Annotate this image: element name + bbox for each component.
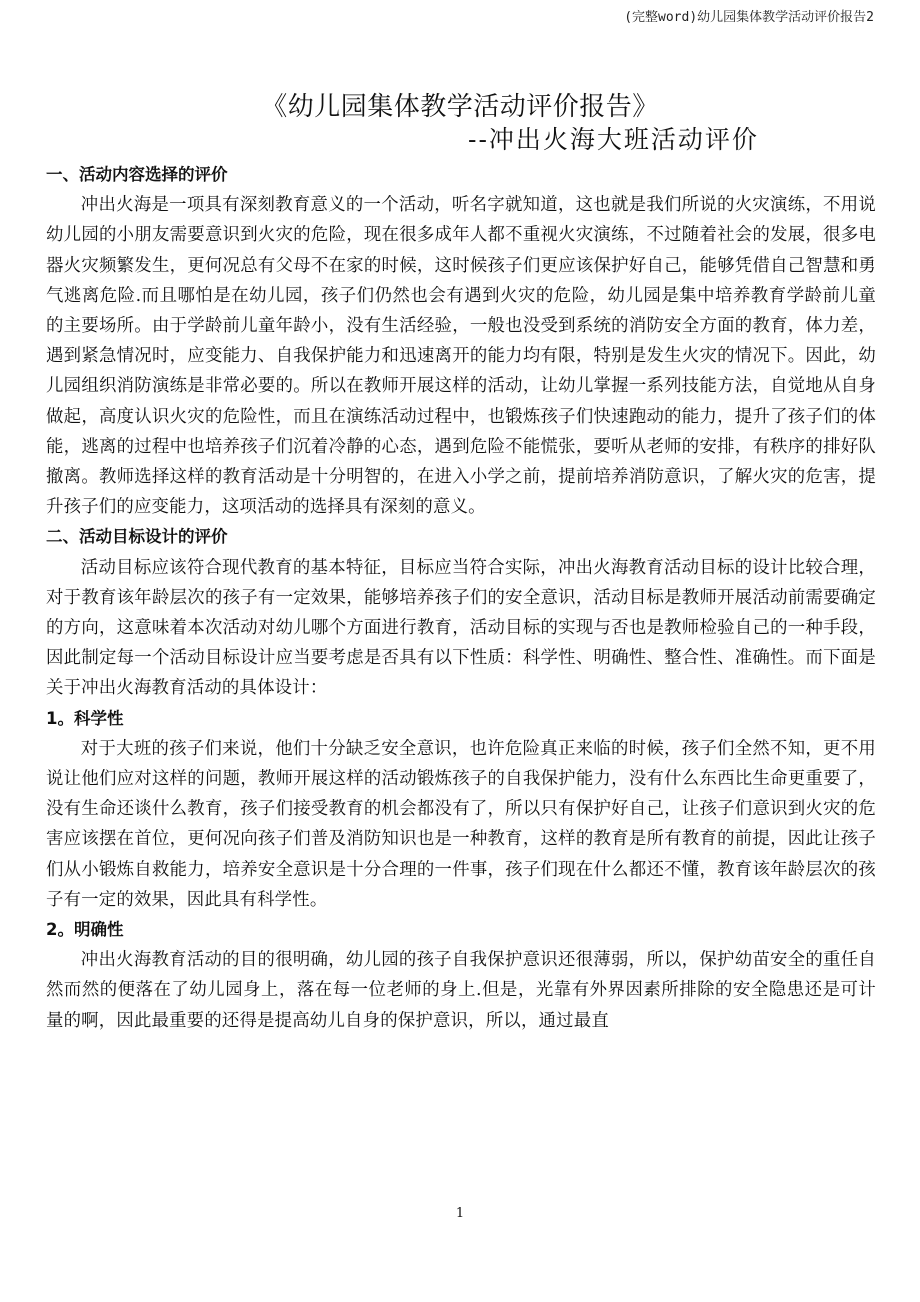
section-paragraph-scientific: 对于大班的孩子们来说，他们十分缺乏安全意识，也许危险真正来临的时候，孩子们全然不知，更不用说让他们应对这样的问题，教师开展这样的活动锻炼孩子的自我保护能力，没有什么东西比生命更重要了，没有生命还谈什么教育，孩子们接受教育的机会都没有了，所以只有保护好自己，让孩子们意识到火灾的危害应该摆在首位，更何况向孩子们普及消防知识也是一种教育，这样的教育是所有教育的前提，因此让孩子们从小锻炼自救能力，培养安全意识是十分合理的一件事，孩子们现在什么都还不懂，教育该年龄层次的孩子有一定的效果，因此具有科学性。 <box>46 738 876 910</box>
document-title: 《幼儿园集体教学活动评价报告》 <box>261 92 659 122</box>
document-subtitle: --冲出火海大班活动评价 <box>468 125 759 154</box>
page-number: 1 <box>455 1206 465 1221</box>
running-header: (完整word)幼儿园集体教学活动评价报告2 <box>624 10 874 25</box>
section-paragraph-clarity: 冲出火海教育活动的目的很明确，幼儿园的孩子自我保护意识还很薄弱，所以，保护幼苗安全的重任自然而然的便落在了幼儿园身上，落在每一位老师的身上.但是，光靠有外界因素所排除的安全隐患还是可计量的啊，因此最重要的还得是提高幼儿自身的保护意识，所以，通过最直 <box>46 950 876 1031</box>
section-heading-clarity: 2。明确性 <box>46 920 124 940</box>
section-paragraph-goal-design: 活动目标应该符合现代教育的基本特征，目标应当符合实际，冲出火海教育活动目标的设计比较合理，对于教育该年龄层次的孩子有一定效果，能够培养孩子们的安全意识，活动目标是教师开展活动前需要确定的方向，这意味着本次活动对幼儿哪个方面进行教育，活动目标的实现与否也是教师检验自己的一种手段，因此制定每一个活动目标设计应当要考虑是否具有以下性质：科学性、明确性、整合性、准确性。而下面是关于冲出火海教育活动的具体设计： <box>46 557 876 699</box>
section-heading-goal-design: 二、活动目标设计的评价 <box>46 527 228 547</box>
document-body <box>46 160 876 1036</box>
section-heading-scientific: 1。科学性 <box>46 708 124 728</box>
section-paragraph-content-selection: 冲出火海是一项具有深刻教育意义的一个活动，听名字就知道，这也就是我们所说的火灾演练，不用说幼儿园的小朋友需要意识到火灾的危险，现在很多成年人都不重视火灾演练，不过随着社会的发展，很多电器火灾频繁发生，更何况总有父母不在家的时候，这时候孩子们更应该保护好自己，能够凭借自己智慧和勇气逃离危险.而且哪怕是在幼儿园，孩子们仍然也会有遇到火灾的危险，幼儿园是集中培养教育学龄前儿童的主要场所。由于学龄前儿童年龄小，没有生活经验，一般也没受到系统的消防安全方面的教育，体力差，遇到紧急情况时，应变能力、自我保护能力和迅速离开的能力均有限，特别是发生火灾的情况下。因此，幼儿园组织消防演练是非常必要的。所以在教师开展这样的活动，让幼儿掌握一系列技能方法，自觉地从自身做起，高度认识火灾的危险性，而且在演练活动过程中，也锻炼孩子们快速跑动的能力，提升了孩子们的体能，逃离的过程中也培养孩子们沉着冷静的心态，遇到危险不能慌张，要听从老师的安排，有秩序的排好队撤离。教师选择这样的教育活动是十分明智的，在进入小学之前，提前培养消防意识，了解火灾的危害，提升孩子们的应变能力，这项活动的选择具有深刻的意义。 <box>46 195 876 518</box>
section-heading-content-selection: 一、活动内容选择的评价 <box>46 165 228 184</box>
